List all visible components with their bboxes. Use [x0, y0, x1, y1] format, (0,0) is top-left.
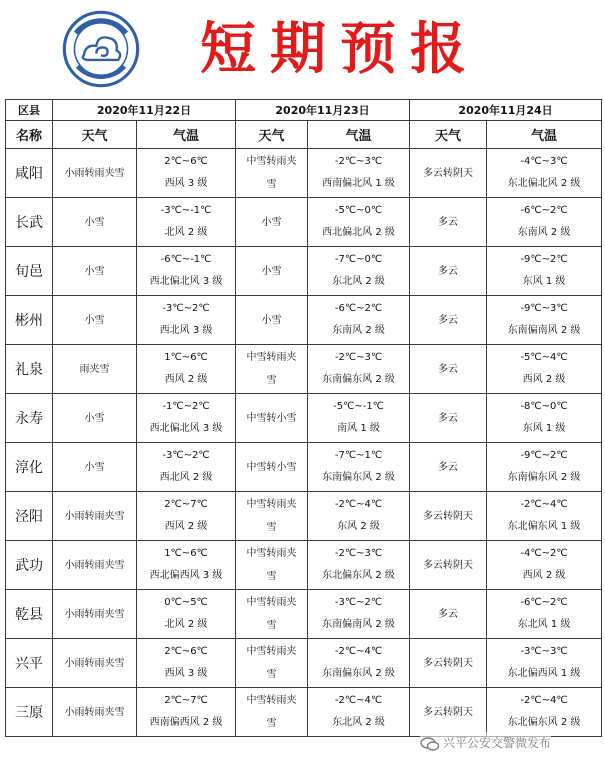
temperature-range: -2℃~4℃: [334, 499, 383, 510]
county-name: 咸阳: [6, 149, 53, 198]
temperature-range: -2℃~3℃: [334, 156, 383, 167]
temperature-range: -3℃~3℃: [520, 646, 568, 657]
temperature-cell: [308, 296, 410, 345]
weather-cell: [53, 688, 137, 737]
temperature-cell: [487, 541, 602, 590]
weather-text: 多云: [438, 216, 459, 228]
wind-info: 西风 3 级: [164, 668, 208, 679]
wind-info: 北风 2 级: [164, 227, 208, 238]
wind-info: 西北偏西风 3 级: [149, 570, 223, 581]
weather-text: 多云: [438, 314, 459, 326]
weather-cell: [236, 492, 308, 541]
temperature-cell: [308, 688, 410, 737]
temperature-range: -4℃~2℃: [520, 548, 568, 559]
wind-info: 西风 2 级: [164, 374, 208, 385]
weather-cell: [236, 198, 308, 247]
weather-text: 中雪转雨夹: [246, 352, 297, 363]
weather-cell: [236, 688, 308, 737]
weather-cell: [236, 639, 308, 688]
temperature-cell: [308, 198, 410, 247]
watermark-text: 兴平公安交警微发布: [443, 736, 552, 750]
wind-info: 东北风 1 级: [517, 619, 571, 630]
table-row: [6, 541, 602, 590]
weather-text: 雪: [266, 179, 277, 190]
county-name: 旬邑: [6, 247, 53, 296]
temperature-cell: [487, 688, 602, 737]
temperature-range: -3℃~2℃: [162, 450, 210, 461]
wind-info: 东北偏东风 2 级: [322, 570, 395, 581]
weather-cell: [236, 149, 308, 198]
weather-cell: [236, 590, 308, 639]
weather-cell: [236, 541, 308, 590]
temperature-range: 2℃~6℃: [164, 156, 208, 167]
temperature-range: -5℃~-1℃: [333, 401, 384, 412]
weather-cell: [410, 443, 487, 492]
temperature-cell: [308, 345, 410, 394]
weather-text: 雪: [266, 718, 277, 729]
temperature-cell: [137, 443, 236, 492]
wind-info: 东南偏东风 2 级: [322, 668, 395, 679]
temperature-cell: [137, 688, 236, 737]
weather-text: 小雪: [84, 265, 105, 277]
weather-text: 小雪: [84, 461, 105, 473]
weather-text: 小雨转雨夹雪: [64, 510, 125, 522]
temperature-range: 2℃~7℃: [164, 499, 208, 510]
weather-text: 中雪转雨夹: [246, 548, 297, 559]
temperature-cell: [487, 345, 602, 394]
wind-info: 东北偏西风 1 级: [507, 668, 581, 679]
temperature-range: -6℃~2℃: [520, 205, 568, 216]
temperature-range: -6℃~-1℃: [160, 254, 212, 265]
weather-text: 小雨转雨夹雪: [64, 559, 125, 571]
meteorology-logo-icon: [62, 10, 140, 88]
weather-text: 雨夹雪: [79, 363, 110, 375]
temperature-cell: [137, 296, 236, 345]
weather-cell: [53, 345, 137, 394]
table-row: [6, 688, 602, 737]
wind-info: 北风 2 级: [164, 619, 208, 630]
weather-text: 雪: [266, 375, 277, 386]
table-row: [6, 345, 602, 394]
temperature-range: -6℃~2℃: [520, 597, 568, 608]
temperature-range: -7℃~1℃: [334, 450, 383, 461]
county-name: 兴平: [6, 639, 53, 688]
wind-info: 东风 1 级: [522, 276, 566, 287]
wind-info: 东北偏东风 1 级: [507, 521, 581, 532]
wind-info: 东北偏东风 2 级: [507, 717, 581, 728]
weather-text: 多云转阴天: [423, 657, 474, 669]
wind-info: 东北风 2 级: [332, 717, 385, 728]
temperature-range: -5℃~0℃: [334, 205, 383, 216]
temperature-cell: [137, 541, 236, 590]
temperature-range: -2℃~4℃: [520, 499, 568, 510]
temperature-cell: [487, 149, 602, 198]
weather-text: 多云转阴天: [423, 510, 474, 522]
temperature-cell: [487, 590, 602, 639]
wind-info: 东南风 2 级: [332, 325, 385, 336]
column-header-row: [6, 121, 602, 149]
weather-cell: [410, 296, 487, 345]
weather-text: 小雪: [84, 412, 105, 424]
temp-header: 气温: [308, 121, 410, 149]
weather-text: 中雪转雨夹: [246, 499, 297, 510]
county-name: 泾阳: [6, 492, 53, 541]
date-header: 2020年11月24日: [410, 100, 602, 121]
table-row: [6, 296, 602, 345]
temperature-cell: [308, 149, 410, 198]
temperature-range: 2℃~6℃: [164, 646, 208, 657]
weather-cell: [53, 394, 137, 443]
temperature-range: -1℃~2℃: [162, 401, 210, 412]
county-name: 乾县: [6, 590, 53, 639]
wind-info: 西南偏西风 2 级: [149, 717, 223, 728]
weather-cell: [53, 247, 137, 296]
table-row: [6, 247, 602, 296]
weather-cell: [236, 443, 308, 492]
temperature-cell: [137, 639, 236, 688]
temperature-cell: [487, 247, 602, 296]
county-name: 长武: [6, 198, 53, 247]
wind-info: 东风 2 级: [337, 521, 380, 532]
weather-cell: [410, 247, 487, 296]
weather-header: 天气: [236, 121, 308, 149]
weather-cell: [53, 443, 137, 492]
temperature-range: -2℃~4℃: [334, 646, 383, 657]
temperature-cell: [487, 394, 602, 443]
wind-info: 东南风 2 级: [517, 227, 571, 238]
wind-info: 西北风 3 级: [159, 325, 213, 336]
date-header: 2020年11月22日: [53, 100, 236, 121]
temperature-cell: [308, 590, 410, 639]
weather-text: 多云: [438, 412, 459, 424]
county-name: 彬州: [6, 296, 53, 345]
weather-text: 中雪转小雪: [246, 461, 297, 473]
temperature-range: -9℃~2℃: [520, 254, 568, 265]
wind-info: 西风 2 级: [164, 521, 208, 532]
temperature-range: -6℃~2℃: [334, 303, 383, 314]
weather-text: 雪: [266, 571, 277, 582]
weather-text: 多云: [438, 363, 459, 375]
temperature-cell: [487, 639, 602, 688]
temperature-range: 2℃~7℃: [164, 695, 208, 706]
wind-info: 西风 2 级: [522, 374, 566, 385]
weather-cell: [410, 639, 487, 688]
temperature-cell: [137, 149, 236, 198]
temperature-range: -2℃~3℃: [334, 548, 383, 559]
weather-cell: [53, 198, 137, 247]
weather-text: 中雪转雨夹: [246, 646, 297, 657]
weather-cell: [410, 492, 487, 541]
wind-info: 东南偏东风 2 级: [507, 472, 581, 483]
forecast-table: [5, 99, 602, 737]
temperature-range: -3℃~2℃: [162, 303, 210, 314]
temperature-range: -7℃~0℃: [334, 254, 383, 265]
weather-text: 多云转阴天: [423, 167, 474, 179]
temperature-cell: [137, 345, 236, 394]
wind-info: 东南偏南风 2 级: [322, 619, 395, 630]
weather-cell: [410, 590, 487, 639]
temperature-cell: [308, 443, 410, 492]
weather-cell: [410, 345, 487, 394]
weather-cell: [53, 492, 137, 541]
temperature-cell: [487, 443, 602, 492]
wind-info: 西北偏北风 3 级: [149, 276, 223, 287]
table-row: [6, 492, 602, 541]
table-row: [6, 639, 602, 688]
weather-text: 中雪转雨夹: [246, 597, 297, 608]
weather-cell: [53, 541, 137, 590]
weather-cell: [410, 394, 487, 443]
temperature-cell: [487, 492, 602, 541]
temperature-range: 0℃~5℃: [164, 597, 208, 608]
wind-info: 西风 3 级: [164, 178, 208, 189]
temperature-cell: [137, 492, 236, 541]
temperature-cell: [137, 247, 236, 296]
weather-text: 中雪转雨夹: [246, 156, 297, 167]
weather-text: 雪: [266, 522, 277, 533]
temperature-range: -2℃~4℃: [520, 695, 568, 706]
wind-info: 东北风 2 级: [332, 276, 385, 287]
wind-info: 西北偏北风 3 级: [149, 423, 223, 434]
weather-cell: [236, 345, 308, 394]
weather-text: 小雪: [84, 216, 105, 228]
weather-header: 天气: [53, 121, 137, 149]
table-row: [6, 443, 602, 492]
weather-text: 多云: [438, 608, 459, 620]
weather-text: 小雨转雨夹雪: [64, 706, 125, 718]
temperature-cell: [308, 492, 410, 541]
page-title: 短期预报: [200, 16, 480, 82]
weather-header: 天气: [410, 121, 487, 149]
temperature-cell: [487, 296, 602, 345]
temperature-cell: [308, 394, 410, 443]
weather-text: 小雪: [84, 314, 105, 326]
wechat-official-account-icon: [420, 737, 440, 751]
wind-info: 东北偏北风 2 级: [507, 178, 581, 189]
weather-text: 小雨转雨夹雪: [64, 167, 125, 179]
weather-text: 小雪: [261, 314, 282, 326]
wind-info: 东南偏南风 2 级: [507, 325, 581, 336]
temp-header: 气温: [487, 121, 602, 149]
weather-cell: [236, 247, 308, 296]
wind-info: 西北风 2 级: [159, 472, 213, 483]
temp-header: 气温: [137, 121, 236, 149]
weather-text: 小雨转雨夹雪: [64, 657, 125, 669]
wind-info: 西南偏北风 1 级: [322, 178, 395, 189]
temperature-range: -3℃~-1℃: [160, 205, 212, 216]
wind-info: 西北偏北风 2 级: [322, 227, 395, 238]
temperature-cell: [137, 394, 236, 443]
temperature-range: -4℃~3℃: [520, 156, 568, 167]
weather-cell: [53, 639, 137, 688]
weather-cell: [410, 541, 487, 590]
weather-cell: [410, 149, 487, 198]
temperature-cell: [137, 198, 236, 247]
county-name: 礼泉: [6, 345, 53, 394]
weather-cell: [236, 394, 308, 443]
temperature-cell: [308, 541, 410, 590]
date-header-row: [6, 100, 602, 121]
weather-text: 雪: [266, 620, 277, 631]
weather-cell: [53, 296, 137, 345]
county-name: 武功: [6, 541, 53, 590]
header: [0, 0, 605, 98]
temperature-range: -3℃~2℃: [334, 597, 383, 608]
county-header: 区县: [6, 100, 53, 121]
temperature-range: 1℃~6℃: [164, 548, 208, 559]
temperature-cell: [308, 247, 410, 296]
weather-text: 中雪转小雪: [246, 412, 297, 424]
county-name: 淳化: [6, 443, 53, 492]
temperature-cell: [308, 639, 410, 688]
weather-text: 小雪: [261, 265, 282, 277]
table-row: [6, 394, 602, 443]
table-row: [6, 590, 602, 639]
wind-info: 东风 1 级: [522, 423, 566, 434]
weather-text: 多云: [438, 265, 459, 277]
temperature-range: 1℃~6℃: [164, 352, 208, 363]
watermark: [420, 732, 551, 754]
wind-info: 东南偏东风 2 级: [322, 374, 395, 385]
temperature-cell: [487, 198, 602, 247]
temperature-range: -8℃~0℃: [520, 401, 568, 412]
weather-text: 雪: [266, 669, 277, 680]
weather-text: 小雨转雨夹雪: [64, 608, 125, 620]
temperature-range: -9℃~3℃: [520, 303, 568, 314]
temperature-range: -2℃~4℃: [334, 695, 383, 706]
wind-info: 南风 1 级: [337, 423, 380, 434]
temperature-range: -5℃~4℃: [520, 352, 568, 363]
wind-info: 东南偏东风 2 级: [322, 472, 395, 483]
county-name: 永寿: [6, 394, 53, 443]
table-row: [6, 149, 602, 198]
weather-text: 小雪: [261, 216, 282, 228]
date-header: 2020年11月23日: [236, 100, 410, 121]
weather-cell: [53, 590, 137, 639]
table-row: [6, 198, 602, 247]
weather-cell: [53, 149, 137, 198]
temperature-cell: [137, 590, 236, 639]
weather-text: 多云: [438, 461, 459, 473]
name-header: 名称: [6, 121, 53, 149]
temperature-range: -2℃~3℃: [334, 352, 383, 363]
weather-text: 中雪转雨夹: [246, 695, 297, 706]
temperature-range: -9℃~2℃: [520, 450, 568, 461]
wind-info: 西风 2 级: [522, 570, 566, 581]
weather-cell: [410, 198, 487, 247]
weather-cell: [410, 688, 487, 737]
weather-cell: [236, 296, 308, 345]
county-name: 三原: [6, 688, 53, 737]
weather-text: 多云转阴天: [423, 559, 474, 571]
weather-text: 多云转阴天: [423, 706, 474, 718]
